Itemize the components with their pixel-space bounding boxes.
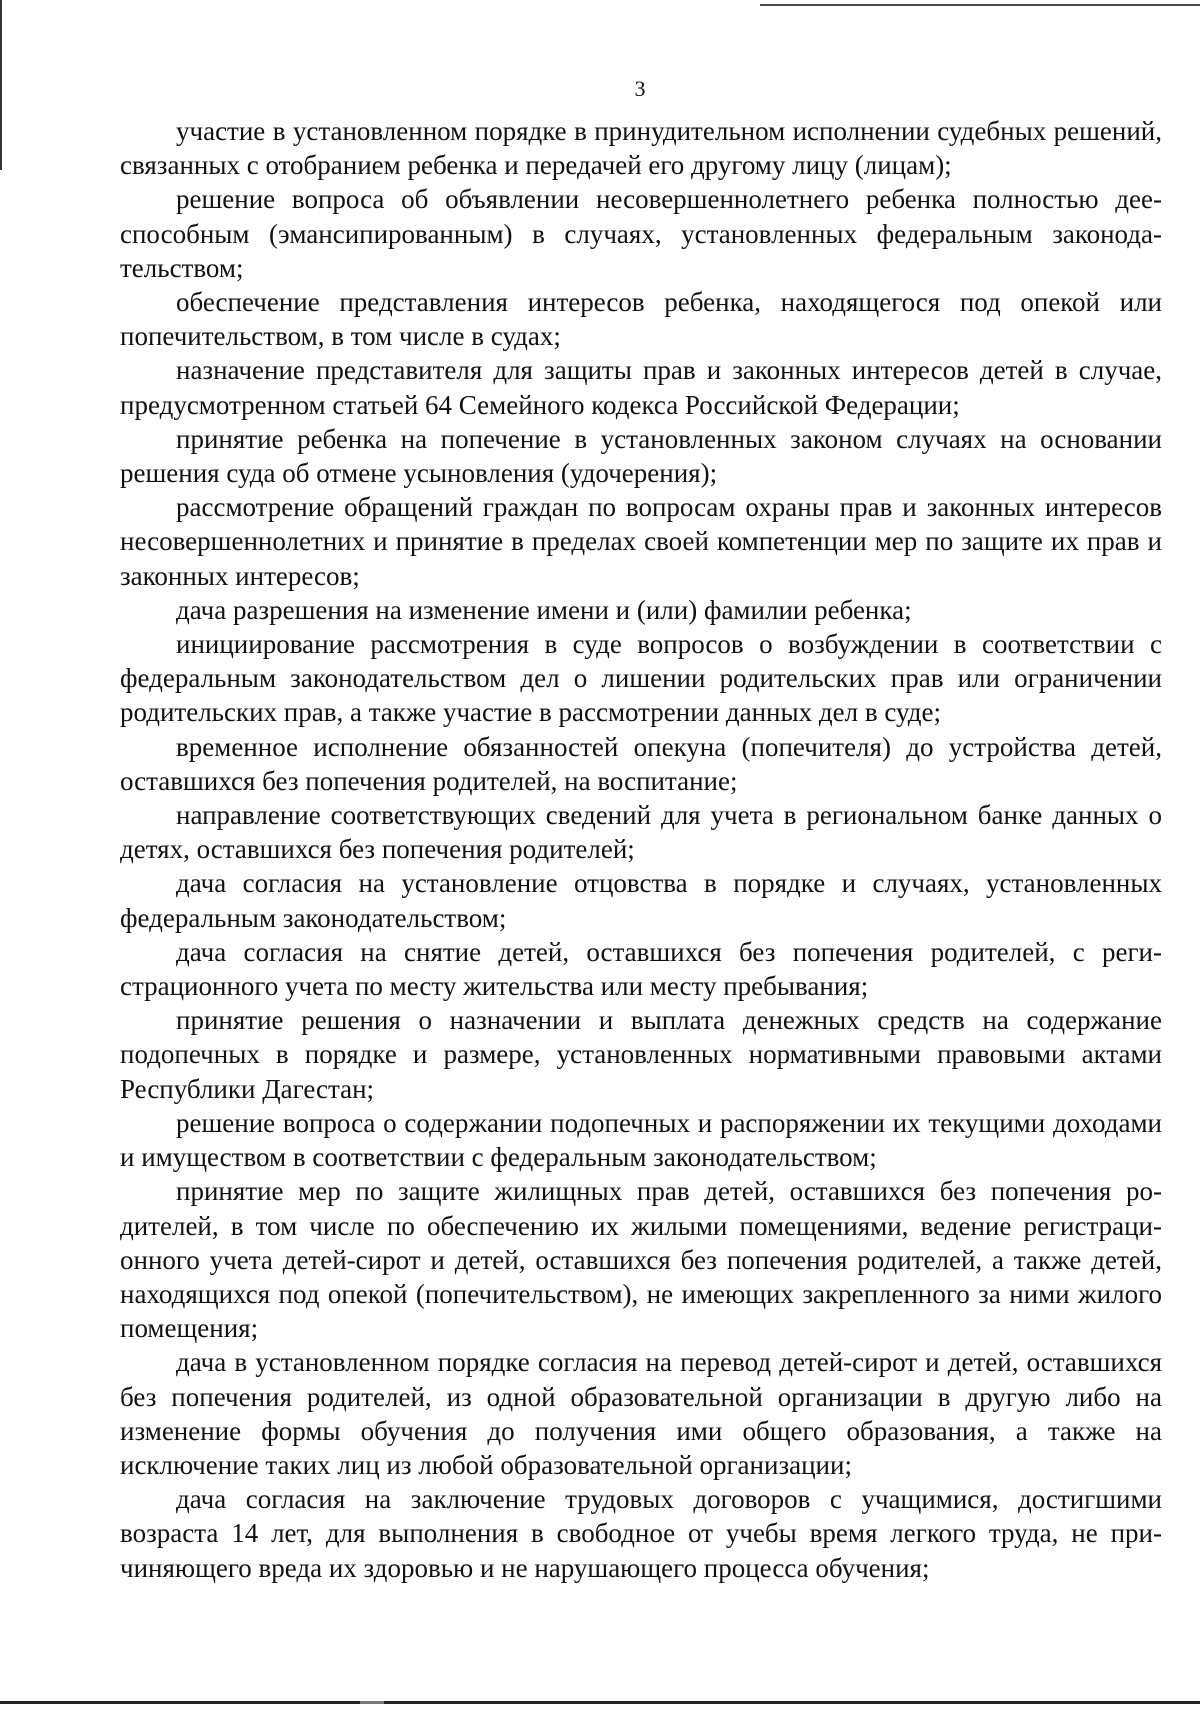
paragraph: направление соответствующих сведений для учета в региональном банке данных о детях, оставшихся без попечения родителей; xyxy=(120,800,1162,865)
paragraph: дача разрешения на изменение имени и (или) фамилии ребенка; xyxy=(176,594,912,625)
paragraph: принятие решения о назначении и выплата денежных средств на содержание подопечных в порядке и размере, установленных нормативными правовыми актами Республики Дагестан; xyxy=(120,1005,1162,1104)
paragraph: дача согласия на заключение трудовых договоров с учащимися, достигшими возраста 14 лет, для выполнения в свободное от учебы время легкого труда, не причиняющего вреда их здоровью и не нарушающего процесса обучения; xyxy=(120,1484,1162,1583)
paragraph: дача согласия на установление отцовства в порядке и случаях, установленных федеральным законодательством; xyxy=(120,868,1162,933)
scan-edge-top xyxy=(760,4,1200,6)
paragraph: дача в установленном порядке согласия на перевод детей-сирот и детей, оставшихся без попечения родителей, из одной образовательной организации в другую либо на изменение формы обучения до получения ими общего образования, а также на исключение таких лиц из любой образовательной организации; xyxy=(120,1347,1162,1480)
scan-edge-bottom xyxy=(0,1701,1200,1704)
page-number: 3 xyxy=(634,76,646,101)
paragraph: временное исполнение обязанностей опекуна (попечителя) до устройства детей, оставшихся без попечения родителей, на воспитание; xyxy=(120,731,1162,796)
paragraph: принятие ребенка на попечение в установленных законом случаях на основании решения суда об отмене усыновления (удочерения); xyxy=(120,423,1162,489)
document-body xyxy=(120,114,1162,1585)
paragraph: решение вопроса об объявлении несовершеннолетнего ребенка полностью дееспособным (эмансипированным) в случаях, установленных федеральным законодательством; xyxy=(120,184,1162,283)
paragraph: дача согласия на снятие детей, оставшихся без попечения родителей, с регистрационного учета по месту жительства или месту пребывания; xyxy=(120,936,1162,1002)
paragraph: решение вопроса о содержании подопечных и распоряжении их текущими доходами и имуществом в соответствии с федеральным законодательством; xyxy=(120,1107,1162,1173)
paragraph: инициирование рассмотрения в суде вопросов о возбуждении в соответствии с федеральным законодательством дел о лишении родительских прав или ограничении родительских прав, а также участие в рассмотрении данных дел в суде; xyxy=(120,629,1162,728)
paragraph: принятие мер по защите жилищных прав детей, оставшихся без попечения родителей, в том числе по обеспечению их жилыми помещениями, ведение регистрационного учета детей-сирот и детей, оставшихся без попечения родителей, а также детей, находящихся под опекой (попечительством), не имеющих закрепленного за ними жилого помещения; xyxy=(120,1176,1162,1344)
paragraph: обеспечение представления интересов ребенка, находящегося под опекой или попечительством, в том числе в судах; xyxy=(120,287,1162,352)
paragraph: назначение представителя для защиты прав и законных интересов детей в случае, предусмотренном статьей 64 Семейного кодекса Российской Федерации; xyxy=(120,355,1162,420)
paragraph: участие в установленном порядке в принудительном исполнении судебных решений, связанных с отобранием ребенка и передачей его другому лицу (лицам); xyxy=(120,116,1162,181)
paragraph: рассмотрение обращений граждан по вопросам охраны прав и законных интересов несовершеннолетних и принятие в пределах своей компетенции мер по защите их прав и законных интересов; xyxy=(120,492,1162,591)
